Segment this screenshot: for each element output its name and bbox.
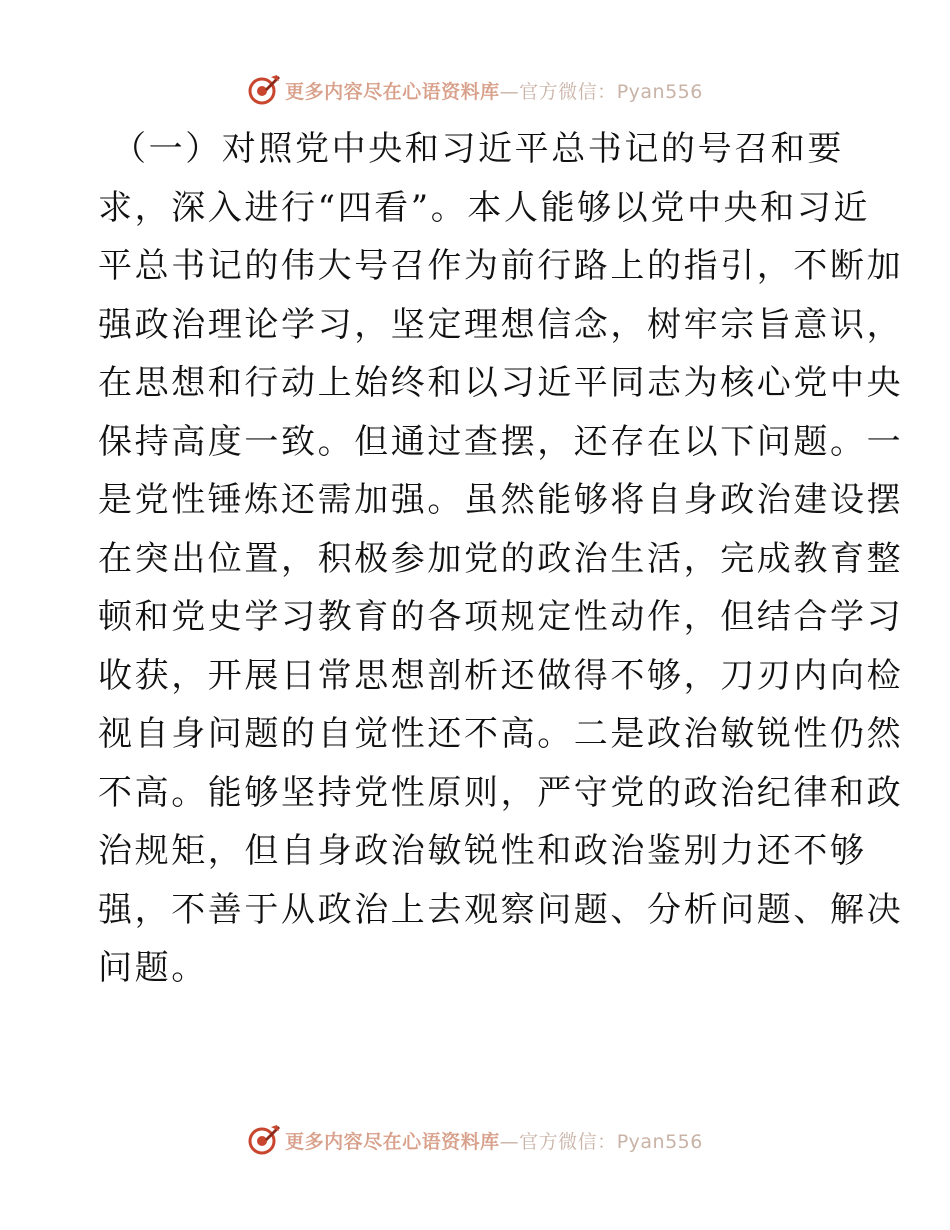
paragraph-line: 不高。能够坚持党性原则，严守党的政治纪律和政	[98, 772, 904, 813]
watermark-text	[285, 77, 703, 104]
watermark-wechat-label: 官方微信：	[519, 80, 617, 103]
paragraph-line: 顿和党史学习教育的各项规定性动作，但结合学习	[98, 597, 904, 637]
paragraph-line: 治规矩，但自身政治敏锐性和政治鉴别力还不够	[98, 831, 867, 871]
paragraph-line: 平总书记的伟大号召作为前行路上的指引，不断加	[98, 246, 904, 286]
paragraph-line: 视自身问题的自觉性还不高。二是政治敏锐性仍然	[98, 714, 904, 754]
watermark-separator: —	[499, 80, 520, 103]
footer-watermark	[0, 1120, 950, 1160]
paragraph-line: 强，不善于从政治上去观察问题、分析问题、解决	[98, 889, 904, 930]
watermark-brand: 更多内容尽在心语资料库	[285, 80, 500, 103]
watermark-wechat-label: 官方微信：	[519, 1130, 617, 1153]
watermark-separator: —	[499, 1130, 520, 1153]
watermark-wechat-id: Pyan556	[616, 1130, 703, 1153]
paragraph-line: 在思想和行动上始终和以习近平同志为核心党中央	[98, 363, 904, 403]
paragraph-line: 收获，开展日常思想剖析还做得不够，刀刃内向检	[98, 655, 904, 696]
paragraph-line: 在突出位置，积极参加党的政治生活，完成教育整	[98, 538, 904, 579]
paragraph-line: （一）对照党中央和习近平总书记的号召和要	[112, 129, 844, 169]
quill-seal-icon	[247, 73, 281, 107]
quill-seal-icon	[247, 1123, 281, 1157]
document-paragraph	[98, 120, 904, 998]
header-watermark	[0, 70, 950, 110]
watermark-wechat-id: Pyan556	[616, 80, 703, 103]
watermark-brand: 更多内容尽在心语资料库	[285, 1130, 500, 1153]
watermark-text	[285, 1127, 703, 1154]
paragraph-line: 保持高度一致。但通过查摆，还存在以下问题。一	[98, 421, 904, 462]
paragraph-line: 求，深入进行“四看”。本人能够以党中央和习近	[98, 187, 870, 228]
paragraph-line: 强政治理论学习，坚定理想信念，树牢宗旨意识，	[98, 304, 904, 345]
paragraph-line: 问题。	[98, 948, 208, 988]
paragraph-line: 是党性锤炼还需加强。虽然能够将自身政治建设摆	[98, 480, 904, 520]
